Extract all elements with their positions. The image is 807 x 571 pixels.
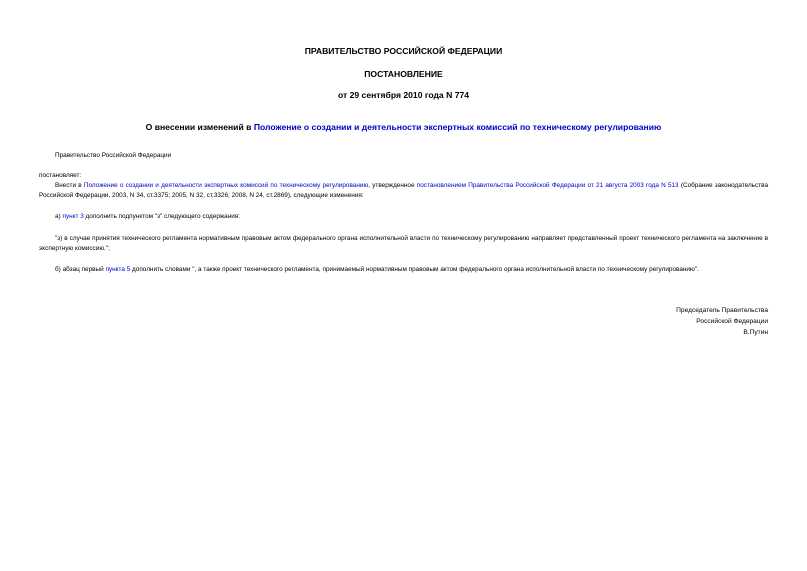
document-title [0,122,807,133]
document-date-number: от 29 сентября 2010 года N 774 [337,90,470,100]
document-type-heading: ПОСТАНОВЛЕНИЕ [364,69,443,79]
paragraph-amendments-text-b: , утвержденное [368,182,417,189]
item-b-text-a: б) абзац первый [55,266,106,273]
intro-text: Правительство Российской Федерации [55,152,172,159]
resolution-513-link[interactable]: постановлением Правительства Российской Федерации от 21 августа 2003 года N 513 [416,182,679,189]
paragraph-amendments-text-c: (Собрание законодательства Российской Федерации, 2003, N 34, ст.3375; 2005, N 32, ст.3326; 2008, N 24, ст.2869), следующие изменения: [39,182,768,199]
item-a-text-b: дополнить подпунктом "з" следующего содержания: [83,213,241,220]
regulation-link[interactable]: Положение о создании и деятельности экспертных комиссий по техническому регулированию [83,182,369,189]
item-b [39,265,768,275]
quoted-subpoint: "з) в случае принятия технического регламента нормативным правовым актом федерального органа исполнительной власти по техническому регулированию направляет представленный проект технического регламента на заключение в экспертную комиссию."; [39,235,768,252]
item-a [55,212,240,222]
point-5-link[interactable]: пункта 5 [105,266,131,273]
paragraph-amendments-text-a: Внести в [55,182,84,189]
title-prefix: О внесении изменений в [145,122,254,132]
signature-position-line2: Российской Федерации [696,318,768,325]
signature-position-line1: Председатель Правительства [676,307,768,314]
paragraph-amendments [39,181,768,201]
item-a-text-a: а) [55,213,63,220]
title-regulation-link[interactable]: Положение о создании и деятельности экспертных комиссий по техническому регулированию [253,122,662,132]
signature-name: В.Путин [743,329,768,336]
item-b-text-b: дополнить словами ", а также проект технического регламента, принимаемый нормативным правовым актом федерального органа исполнительной власти по техническому регулированию". [130,266,699,273]
point-3-link[interactable]: пункт 3 [62,213,84,220]
decrees-text: постановляет: [39,172,82,179]
government-heading: ПРАВИТЕЛЬСТВО РОССИЙСКОЙ ФЕДЕРАЦИИ [304,46,503,56]
